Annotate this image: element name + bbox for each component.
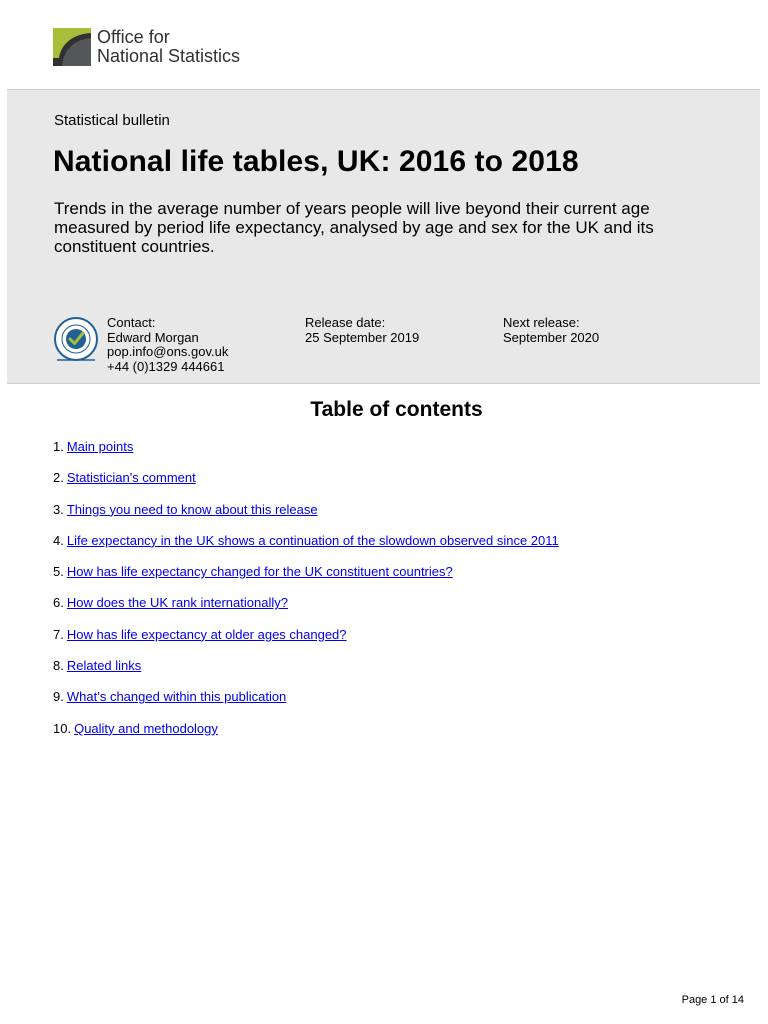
contact-phone: +44 (0)1329 444661 [107, 358, 225, 374]
toc-item-number: 9. [53, 689, 64, 705]
toc-link-older-ages[interactable]: How has life expectancy at older ages changed? [66, 626, 347, 642]
next-release-block [503, 316, 599, 345]
toc-link-related-links[interactable]: Related links [66, 658, 142, 674]
contact-label: Contact: [107, 315, 156, 330]
toc-item-number: 2. [53, 470, 64, 486]
toc-item-number: 5. [53, 564, 64, 580]
toc-item [53, 532, 559, 563]
ons-wordmark [97, 28, 240, 66]
toc-link-things-to-know[interactable]: Things you need to know about this release [66, 501, 318, 517]
toc-link-whats-changed[interactable]: What’s changed within this publication [66, 689, 287, 705]
org-name-line2: National Statistics [97, 46, 241, 66]
table-of-contents [53, 438, 559, 751]
ons-logo-icon [53, 28, 91, 66]
toc-link-international-rank[interactable]: How does the UK rank internationally? [66, 595, 288, 611]
next-release-label: Next release: [503, 315, 580, 330]
page-number: Page 1 of 14 [681, 994, 744, 1006]
ons-logo[interactable] [53, 28, 240, 66]
toc-item [53, 469, 559, 500]
toc-link-constituent-countries[interactable]: How has life expectancy changed for the UK constituent countries? [66, 564, 453, 580]
contact-email[interactable]: pop.info@ons.gov.uk [107, 344, 229, 359]
toc-item-number: 7. [53, 626, 64, 642]
national-statistics-badge-icon [53, 316, 99, 362]
toc-item [53, 626, 559, 657]
toc-item-number: 6. [53, 595, 64, 611]
release-date-value: 25 September 2019 [305, 329, 420, 345]
document-type: Statistical bulletin [54, 112, 170, 129]
toc-link-life-expectancy-slowdown[interactable]: Life expectancy in the UK shows a continuation of the slowdown observed since 2011 [66, 532, 559, 548]
toc-item [53, 657, 559, 688]
toc-item-number: 3. [53, 501, 64, 517]
toc-heading: Table of contents [310, 398, 483, 421]
bulletin-header [7, 89, 760, 296]
toc-item-number: 4. [53, 532, 64, 548]
toc-item-number: 8. [53, 658, 64, 674]
toc-item [53, 688, 559, 719]
bulletin-summary: Trends in the average number of years people will live beyond their current age measured by period life expectancy, analysed by age and sex for the UK and its constituent countries. [54, 199, 654, 256]
toc-item [53, 563, 559, 594]
toc-item-number: 1. [53, 439, 64, 454]
toc-item [53, 501, 559, 532]
toc-item [53, 438, 559, 469]
release-date-label: Release date: [305, 315, 386, 330]
bulletin-meta [7, 295, 760, 384]
org-name-line1: Office for [97, 27, 170, 47]
toc-link-main-points[interactable]: Main points [66, 439, 134, 454]
toc-link-quality-methodology[interactable]: Quality and methodology [74, 720, 218, 736]
next-release-value: September 2020 [503, 329, 600, 345]
contact-block [107, 316, 228, 374]
toc-item [53, 720, 559, 751]
toc-item [53, 594, 559, 625]
toc-item-number: 10. [53, 720, 72, 736]
toc-link-statisticians-comment[interactable]: Statistician's comment [66, 470, 196, 486]
page-title: National life tables, UK: 2016 to 2018 [53, 145, 579, 178]
release-date-block [305, 316, 419, 345]
contact-name: Edward Morgan [107, 329, 199, 345]
